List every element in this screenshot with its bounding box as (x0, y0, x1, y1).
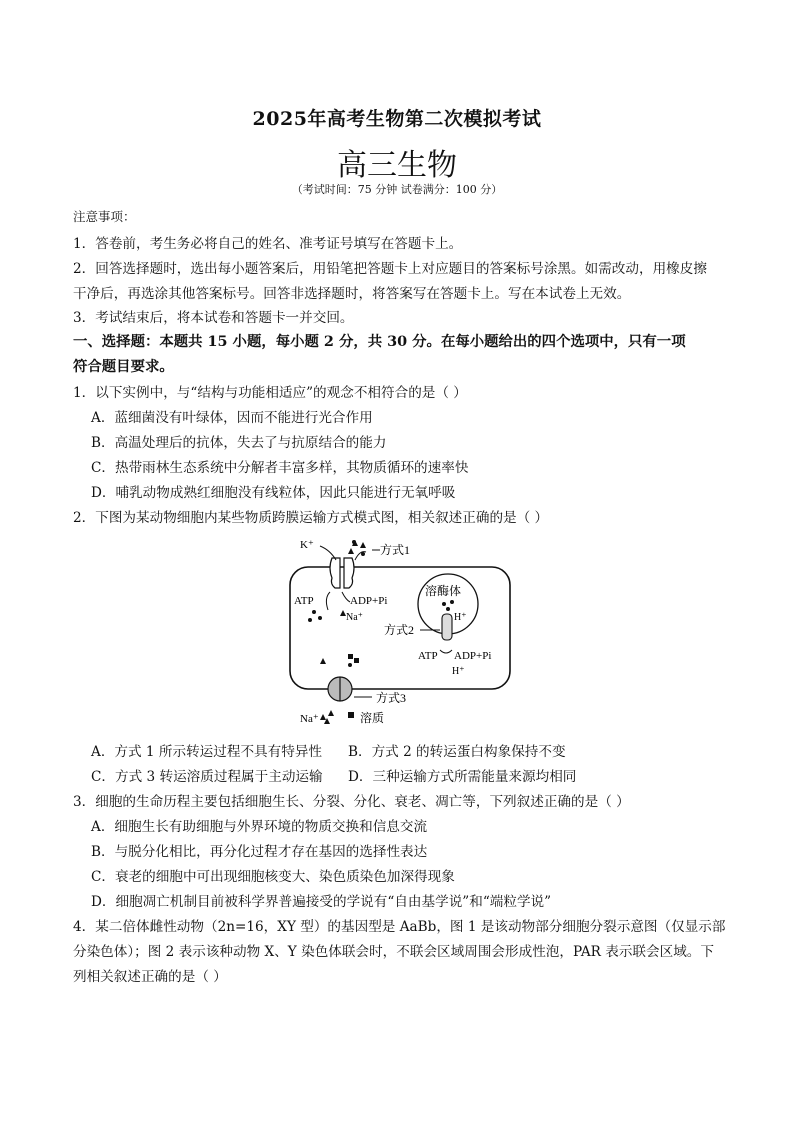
exam-info: （考试时间：75 分钟 试卷满分：100 分） (291, 183, 503, 196)
question-2-option-d: D．三种运输方式所需能量来源均相同 (348, 769, 577, 785)
notes-heading: 注意事项： (73, 209, 136, 224)
transporter-1 (330, 558, 354, 588)
solute-label: 溶质 (360, 711, 385, 725)
mode-3-label: 方式3 (376, 691, 407, 705)
note-item: 干净后，再选涂其他答案标号。回答非选择题时，将答案写在答题卡上。写在本试卷上无效。 (73, 286, 631, 302)
question-1-option-d: D．哺乳动物成熟红细胞没有线粒体，因此只能进行无氧呼吸 (91, 485, 456, 501)
section-heading-cont: 符合题目要求。 (73, 358, 174, 375)
section-heading: 一、选择题：本题共 15 小题，每小题 2 分，共 30 分。在每小题给出的四个选项中，只有一项 (73, 333, 686, 350)
note-item: 3．考试结束后，将本试卷和答题卡一并交回。 (73, 310, 354, 326)
question-2-option-c: C．方式 3 转运溶质过程属于主动运输 (91, 769, 323, 785)
h-outer-label: H⁺ (452, 666, 465, 677)
lysosome-ions (442, 600, 454, 611)
h-inner-label: H⁺ (454, 612, 467, 623)
transporter-3 (328, 677, 352, 701)
ion-marks-bottom-inner (320, 654, 359, 667)
question-4-stem-end: 列相关叙述正确的是（ ） (73, 969, 227, 985)
atp-left-label: ATP (294, 595, 314, 607)
question-3-option-d: D．细胞凋亡机制目前被科学界普遍接受的学说有“自由基学说”和“端粒学说” (91, 894, 552, 910)
question-2-option-a: A．方式 1 所示转运过程不具有特异性 (91, 744, 323, 760)
arrow-atp-left (326, 592, 330, 610)
exam-title: 2025年高考生物第二次模拟考试 (252, 108, 542, 130)
adp-left-label: ADP+Pi (350, 595, 388, 607)
note-item: 1．答卷前，考生务必将自己的姓名、准考证号填写在答题卡上。 (73, 236, 463, 252)
atp-right-label: ATP (418, 650, 438, 662)
question-2-stem: 2．下图为某动物细胞内某些物质跨膜运输方式模式图，相关叙述正确的是（ ） (73, 510, 549, 526)
adp-right-label: ADP+Pi (454, 650, 492, 662)
question-4-stem: 4．某二倍体雌性动物（2n=16，XY 型）的基因型是 AaBb，图 1 是该动物部分细胞分裂示意图（仅显示部 (73, 919, 726, 935)
transporter-2 (442, 614, 452, 640)
question-3-stem: 3．细胞的生命历程主要包括细胞生长、分裂、分化、衰老、凋亡等，下列叙述正确的是（ ） (73, 794, 630, 810)
mode-2-label: 方式2 (384, 623, 415, 637)
ion-marks-top (348, 540, 366, 556)
ion-marks-left (308, 610, 346, 622)
question-1-option-a: A．蓝细菌没有叶绿体，因而不能进行光合作用 (91, 410, 373, 426)
note-item: 2．回答选择题时，选出每小题答案后，用铅笔把答题卡上对应题目的答案标号涂黑。如需改动，用橡皮擦 (73, 261, 707, 277)
question-1-stem: 1．以下实例中，与“结构与功能相适应”的观念不相符合的是（ ） (73, 385, 467, 401)
lysosome-label: 溶酶体 (425, 584, 462, 598)
question-1-option-c: C．热带雨林生态系统中分解者丰富多样，其物质循环的速率快 (91, 460, 469, 476)
question-3-option-a: A．细胞生长有助细胞与外界环境的物质交换和信息交流 (91, 819, 428, 835)
mode-1-label: 方式1 (380, 543, 411, 557)
question-4-stem-cont: 分染色体）；图 2 表示该种动物 X、Y 染色体联会时，不联会区域周围会形成性泡，PAR 表示联会区域。下 (73, 944, 714, 960)
ion-marks-bottom-outer (320, 710, 354, 724)
question-1-option-b: B．高温处理后的抗体，失去了与抗原结合的能力 (91, 435, 387, 451)
question-3-option-b: B．与脱分化相比，再分化过程才存在基因的选择性表达 (91, 844, 428, 860)
na-bottom-label: Na⁺ (300, 713, 319, 725)
na-inner-label: Na⁺ (346, 612, 363, 623)
membrane-transport-figure (280, 532, 520, 732)
question-2-option-b: B．方式 2 的转运蛋白构象保持不变 (348, 744, 566, 760)
question-3-option-c: C．衰老的细胞中可出现细胞核变大、染色质染色加深得现象 (91, 869, 455, 885)
k-ion-label: K⁺ (300, 539, 314, 551)
subject-title: 高三生物 (337, 148, 457, 183)
